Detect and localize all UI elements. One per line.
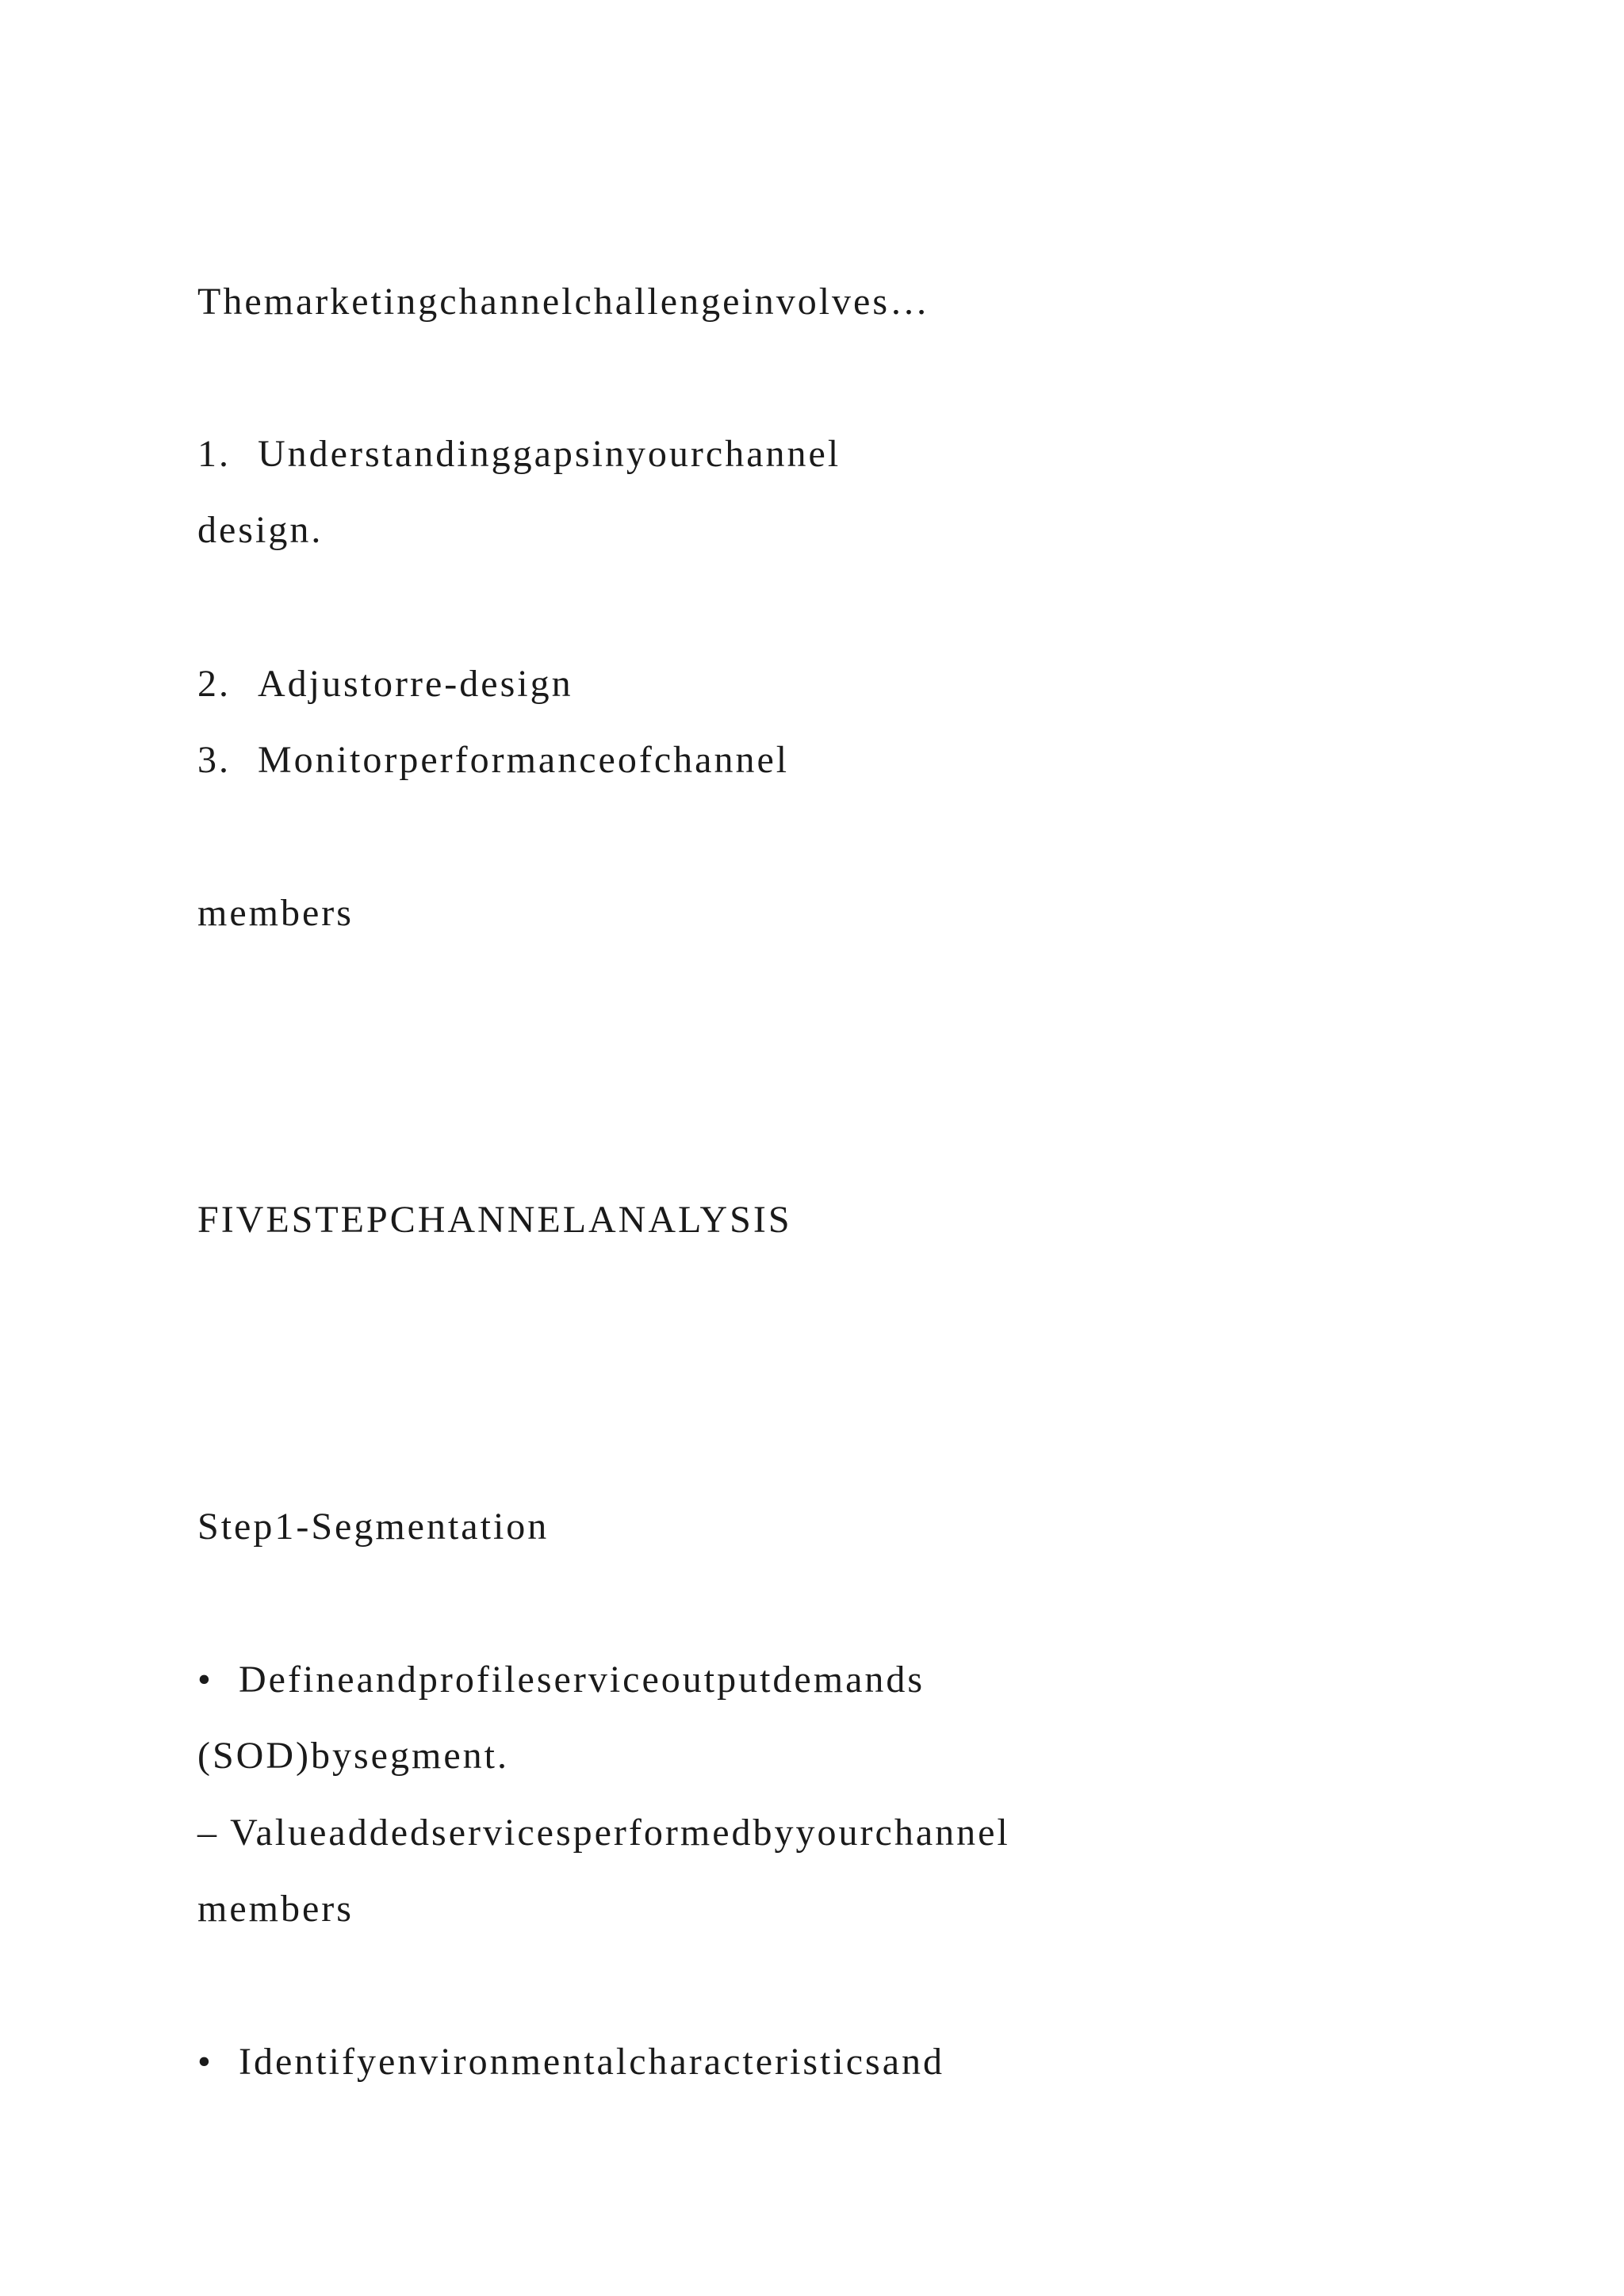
list-item-2 [197, 660, 573, 708]
bullet-text: Defineandprofileserviceoutputdemands [239, 1659, 925, 1701]
sub-bullet-item: – Valueaddedservicesperformedbyyourchannel [197, 1812, 1010, 1854]
step-title: Step1-Segmentation [197, 1506, 550, 1548]
bullet-symbol: • [197, 2041, 213, 2083]
list-number: 3. [197, 739, 231, 781]
list-number: 2. [197, 663, 231, 705]
list-item-1-continuation: design. [197, 509, 324, 551]
bullet-symbol: • [197, 1659, 213, 1701]
list-item-3 [197, 737, 789, 784]
list-item-3-continuation: members [197, 892, 354, 934]
intro-text: Themarketingchannelchallengeinvolves… [197, 281, 931, 323]
list-item-text: Adjustorre-design [258, 663, 573, 705]
list-number: 1. [197, 433, 231, 475]
list-item-1 [197, 430, 841, 478]
bullet-item-1 [197, 1656, 925, 1704]
bullet-text: Identifyenvironmentalcharacteristicsand [239, 2041, 944, 2083]
list-item-text: Understandinggapsinyourchannel [258, 433, 841, 475]
list-item-text: Monitorperformanceofchannel [258, 739, 790, 781]
bullet-item-2 [197, 2038, 944, 2086]
bullet-item-1-continuation: (SOD)bysegment. [197, 1735, 509, 1777]
sub-bullet-continuation: members [197, 1888, 354, 1930]
section-heading: FIVESTEPCHANNELANALYSIS [197, 1199, 792, 1241]
